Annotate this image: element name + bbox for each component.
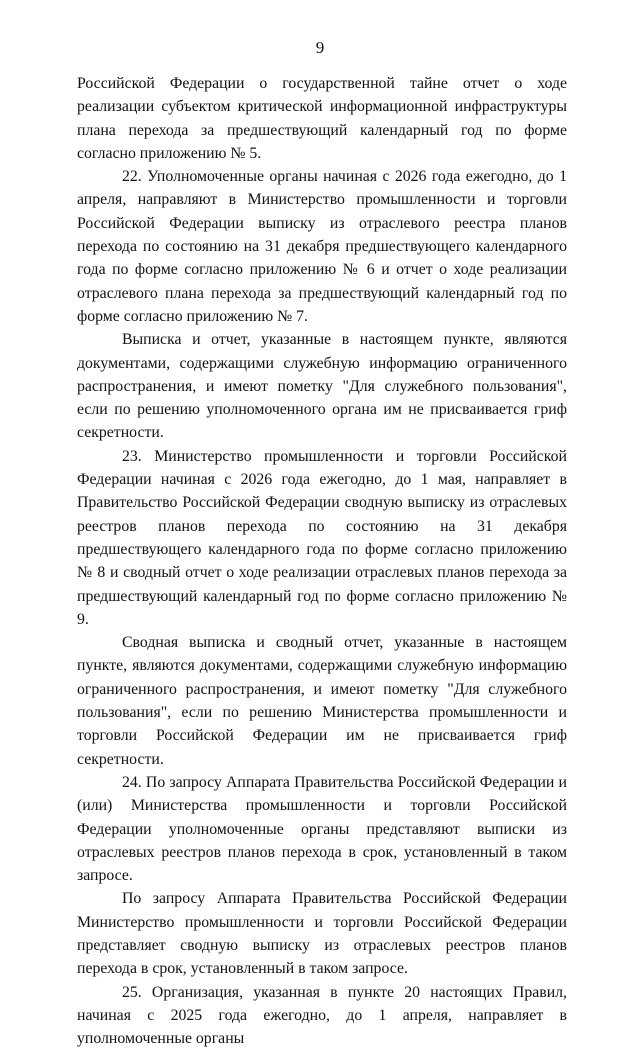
paragraph: Российской Федерации о государственной тайне отчет о ходе реализации субъектом критической информационной инфраструктуры плана перехода за предшествующий календарный год по форме согласно приложению № 5. [77, 75, 567, 162]
paragraph: 22. Уполномоченные органы начиная с 2026 года ежегодно, до 1 апреля, направляют в Министерство промышленности и торговли Российской Федерации выписку из отраслевого реестра планов перехода по состоянию на 31 декабря предшествующего календарного года по форме согласно приложению № 6 и отчет о ходе реализации отраслевого плана перехода за предшествующий календарный год по форме согласно приложению № 7. [77, 168, 567, 325]
paragraph: 25. Организация, указанная в пункте 20 настоящих Правил, начиная с 2025 года ежегодно, до 1 апреля, направляет в уполномоченные органы [77, 983, 567, 1048]
paragraph: 23. Министерство промышленности и торговли Российской Федерации начиная с 2026 года ежегодно, до 1 мая, направляет в Правительство Российской Федерации сводную выписку из отраслевых реестров планов перехода по состоянию на 31 декабря предшествующего календарного года по форме согласно приложению № 8 и сводный отчет о ходе реализации отраслевых планов перехода за предшествующий календарный год по форме согласно приложению № 9. [77, 447, 567, 628]
page-number: 9 [315, 38, 325, 57]
paragraph: Выписка и отчет, указанные в настоящем пункте, являются документами, содержащими служебную информацию ограниченного распространения, и имеют пометку "Для служебного пользования", если по решению уполномоченного органа им не присваивается гриф секретности. [77, 331, 567, 442]
document-body [77, 72, 567, 1050]
paragraph: По запросу Аппарата Правительства Российской Федерации Министерство промышленности и торговли Российской Федерации представляет сводную выписку из отраслевых реестров планов перехода в срок, установленный в таком запросе. [77, 890, 567, 978]
paragraph: 24. По запросу Аппарата Правительства Российской Федерации и (или) Министерства промышленности и торговли Российской Федерации уполномоченные органы представляют выписки из отраслевых реестров планов перехода в срок, установленный в таком запросе. [77, 773, 567, 885]
paragraph: Сводная выписка и сводный отчет, указанные в настоящем пункте, являются документами, содержащими служебную информацию ограниченного распространения, и имеют пометку "Для служебного пользования", если по решению Министерства промышленности и торговли Российской Федерации им не присваивается гриф секретности. [77, 634, 567, 768]
